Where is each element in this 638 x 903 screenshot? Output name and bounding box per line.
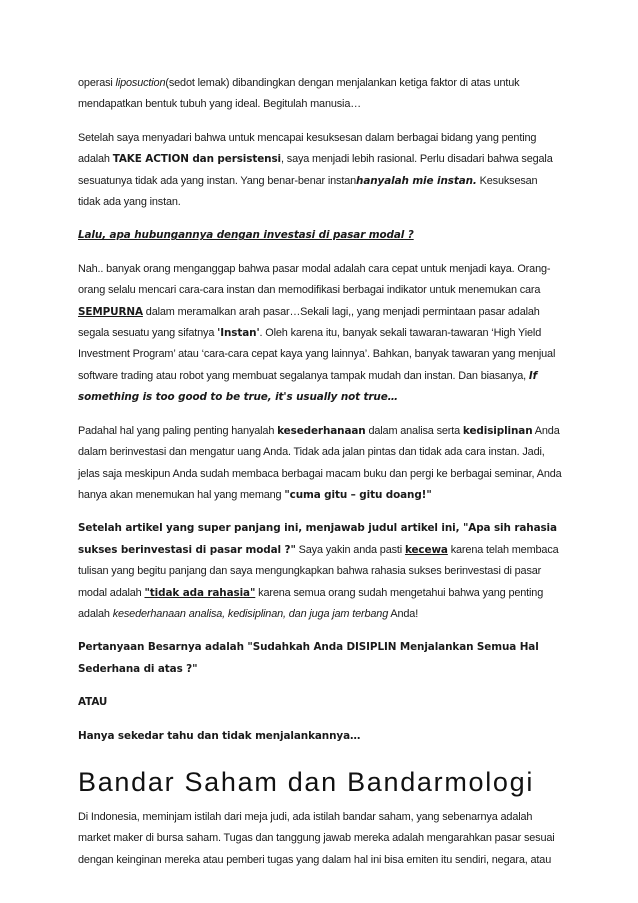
bold-word: ATAU bbox=[78, 696, 108, 709]
text: karena telah membaca tulisan yang begitu panjang dan saya mengungkapkan bahwa rahasia sukses berinvestasi di pasar modal adalah bbox=[78, 543, 559, 599]
article-body bbox=[78, 73, 562, 883]
bold-italic-quote: If something is too good to be true, it's usually not true… bbox=[78, 369, 538, 404]
text: Padahal hal yang paling penting hanyalah bbox=[78, 424, 278, 437]
bold-quote: 'Instan' bbox=[217, 327, 260, 340]
bold-underlined-quote: "tidak ada rahasia" bbox=[144, 586, 256, 599]
bold-word: kedisiplinan bbox=[462, 424, 533, 437]
text: dalam meramalkan arah pasar…Sekali lagi,, yang menjadi permintaan pasar adalah segala sesuatu yang sifatnya bbox=[78, 305, 540, 340]
bold-question: Pertanyaan Besarnya adalah "Sudahkah Anda DISIPLIN Menjalankan Semua Hal Sederhana di atas ?" bbox=[78, 641, 539, 675]
text: Anda! bbox=[388, 607, 419, 620]
paragraph-6 bbox=[78, 518, 562, 625]
text: karena semua orang sudah mengetahui bahwa yang penting adalah bbox=[78, 586, 544, 620]
paragraph-8 bbox=[78, 692, 562, 713]
paragraph-10: Di Indonesia, meminjam istilah dari meja judi, ada istilah bandar saham, yang sebenarnya adalah market maker di bursa saham. Tugas dan tanggung jawab mereka adalah mengarahkan pasar sesuai dengan keinginan mereka atau pemberi tugas yang dalam hal ini bisa emiten itu sendiri, negara, atau bbox=[78, 810, 555, 866]
bold-phrase: TAKE ACTION dan persistensi bbox=[112, 153, 282, 166]
paragraph-2 bbox=[78, 128, 562, 214]
bold-word: kesederhanaan bbox=[277, 424, 366, 437]
bold-underlined-word: kecewa bbox=[404, 543, 448, 556]
paragraph-7 bbox=[78, 637, 562, 680]
bold-quote: "cuma gitu – gitu doang!" bbox=[284, 488, 432, 501]
text: Kesuksesan tidak ada yang instan. bbox=[78, 174, 538, 209]
paragraph-5 bbox=[78, 421, 562, 507]
text: Setelah saya menyadari bahwa untuk mencapai kesuksesan dalam berbagai bidang yang penting adalah bbox=[78, 131, 537, 166]
paragraph-9 bbox=[78, 726, 562, 747]
paragraph-3-question bbox=[78, 225, 562, 246]
paragraph-1 bbox=[78, 73, 562, 116]
text: . Oleh karena itu, banyak sekali tawaran-tawaran ‘High Yield Investment Program’ atau ‘cara-cara cepat kaya yang lainnya’. Bahkan, banyak tawaran yang menjual software trading atau robot yang membuat segalanya tampak mudah dan instan. Dan biasanya, bbox=[78, 327, 556, 382]
bold-italic-phrase: hanyalah mie instan. bbox=[356, 174, 477, 187]
italic-term: liposuction bbox=[115, 77, 166, 89]
bold-sentence: Setelah artikel yang super panjang ini, menjawab judul artikel ini, "Apa sih rahasia sukses berinvestasi di pasar modal ?" bbox=[78, 522, 557, 556]
bold-underlined-word: SEMPURNA bbox=[78, 305, 143, 318]
text: Nah.. banyak orang menganggap bahwa pasar modal adalah cara cepat untuk menjadi kaya. Orang-orang selalu mencari cara-cara instan dan memodifikasi berbagai indikator untuk menemukan cara bbox=[78, 262, 551, 297]
section-heading: Bandar Saham dan Bandarmologi bbox=[78, 766, 535, 797]
text: , saya menjadi lebih rasional. Perlu disadari bahwa segala sesuatunya tidak ada yang instan. Yang benar-benar instan bbox=[78, 153, 553, 187]
italic-phrase: kesederhanaan analisa, kedisiplinan, dan juga jam terbang bbox=[112, 607, 389, 620]
underlined-question: Lalu, apa hubungannya dengan investasi di pasar modal ? bbox=[78, 229, 414, 242]
text: operasi bbox=[78, 77, 116, 89]
paragraph-4 bbox=[78, 259, 562, 409]
text: (sedot lemak) dibandingkan dengan menjalankan ketiga faktor di atas untuk mendapatkan bentuk tubuh yang ideal. Begitulah manusia… bbox=[78, 77, 520, 111]
text: dalam analisa serta bbox=[365, 424, 463, 437]
bold-sentence: Hanya sekedar tahu dan tidak menjalankannya… bbox=[78, 729, 361, 742]
text: Anda dalam berinvestasi dan mengatur uang Anda. Tidak ada jalan pintas dan tidak ada cara instan. Jadi, jelas saja meskipun Anda sudah membaca berbagai macam buku dan pergi ke berbagai seminar, Anda hanya akan menemukan hal yang memang bbox=[78, 424, 562, 501]
text: Saya yakin anda pasti bbox=[295, 543, 405, 556]
